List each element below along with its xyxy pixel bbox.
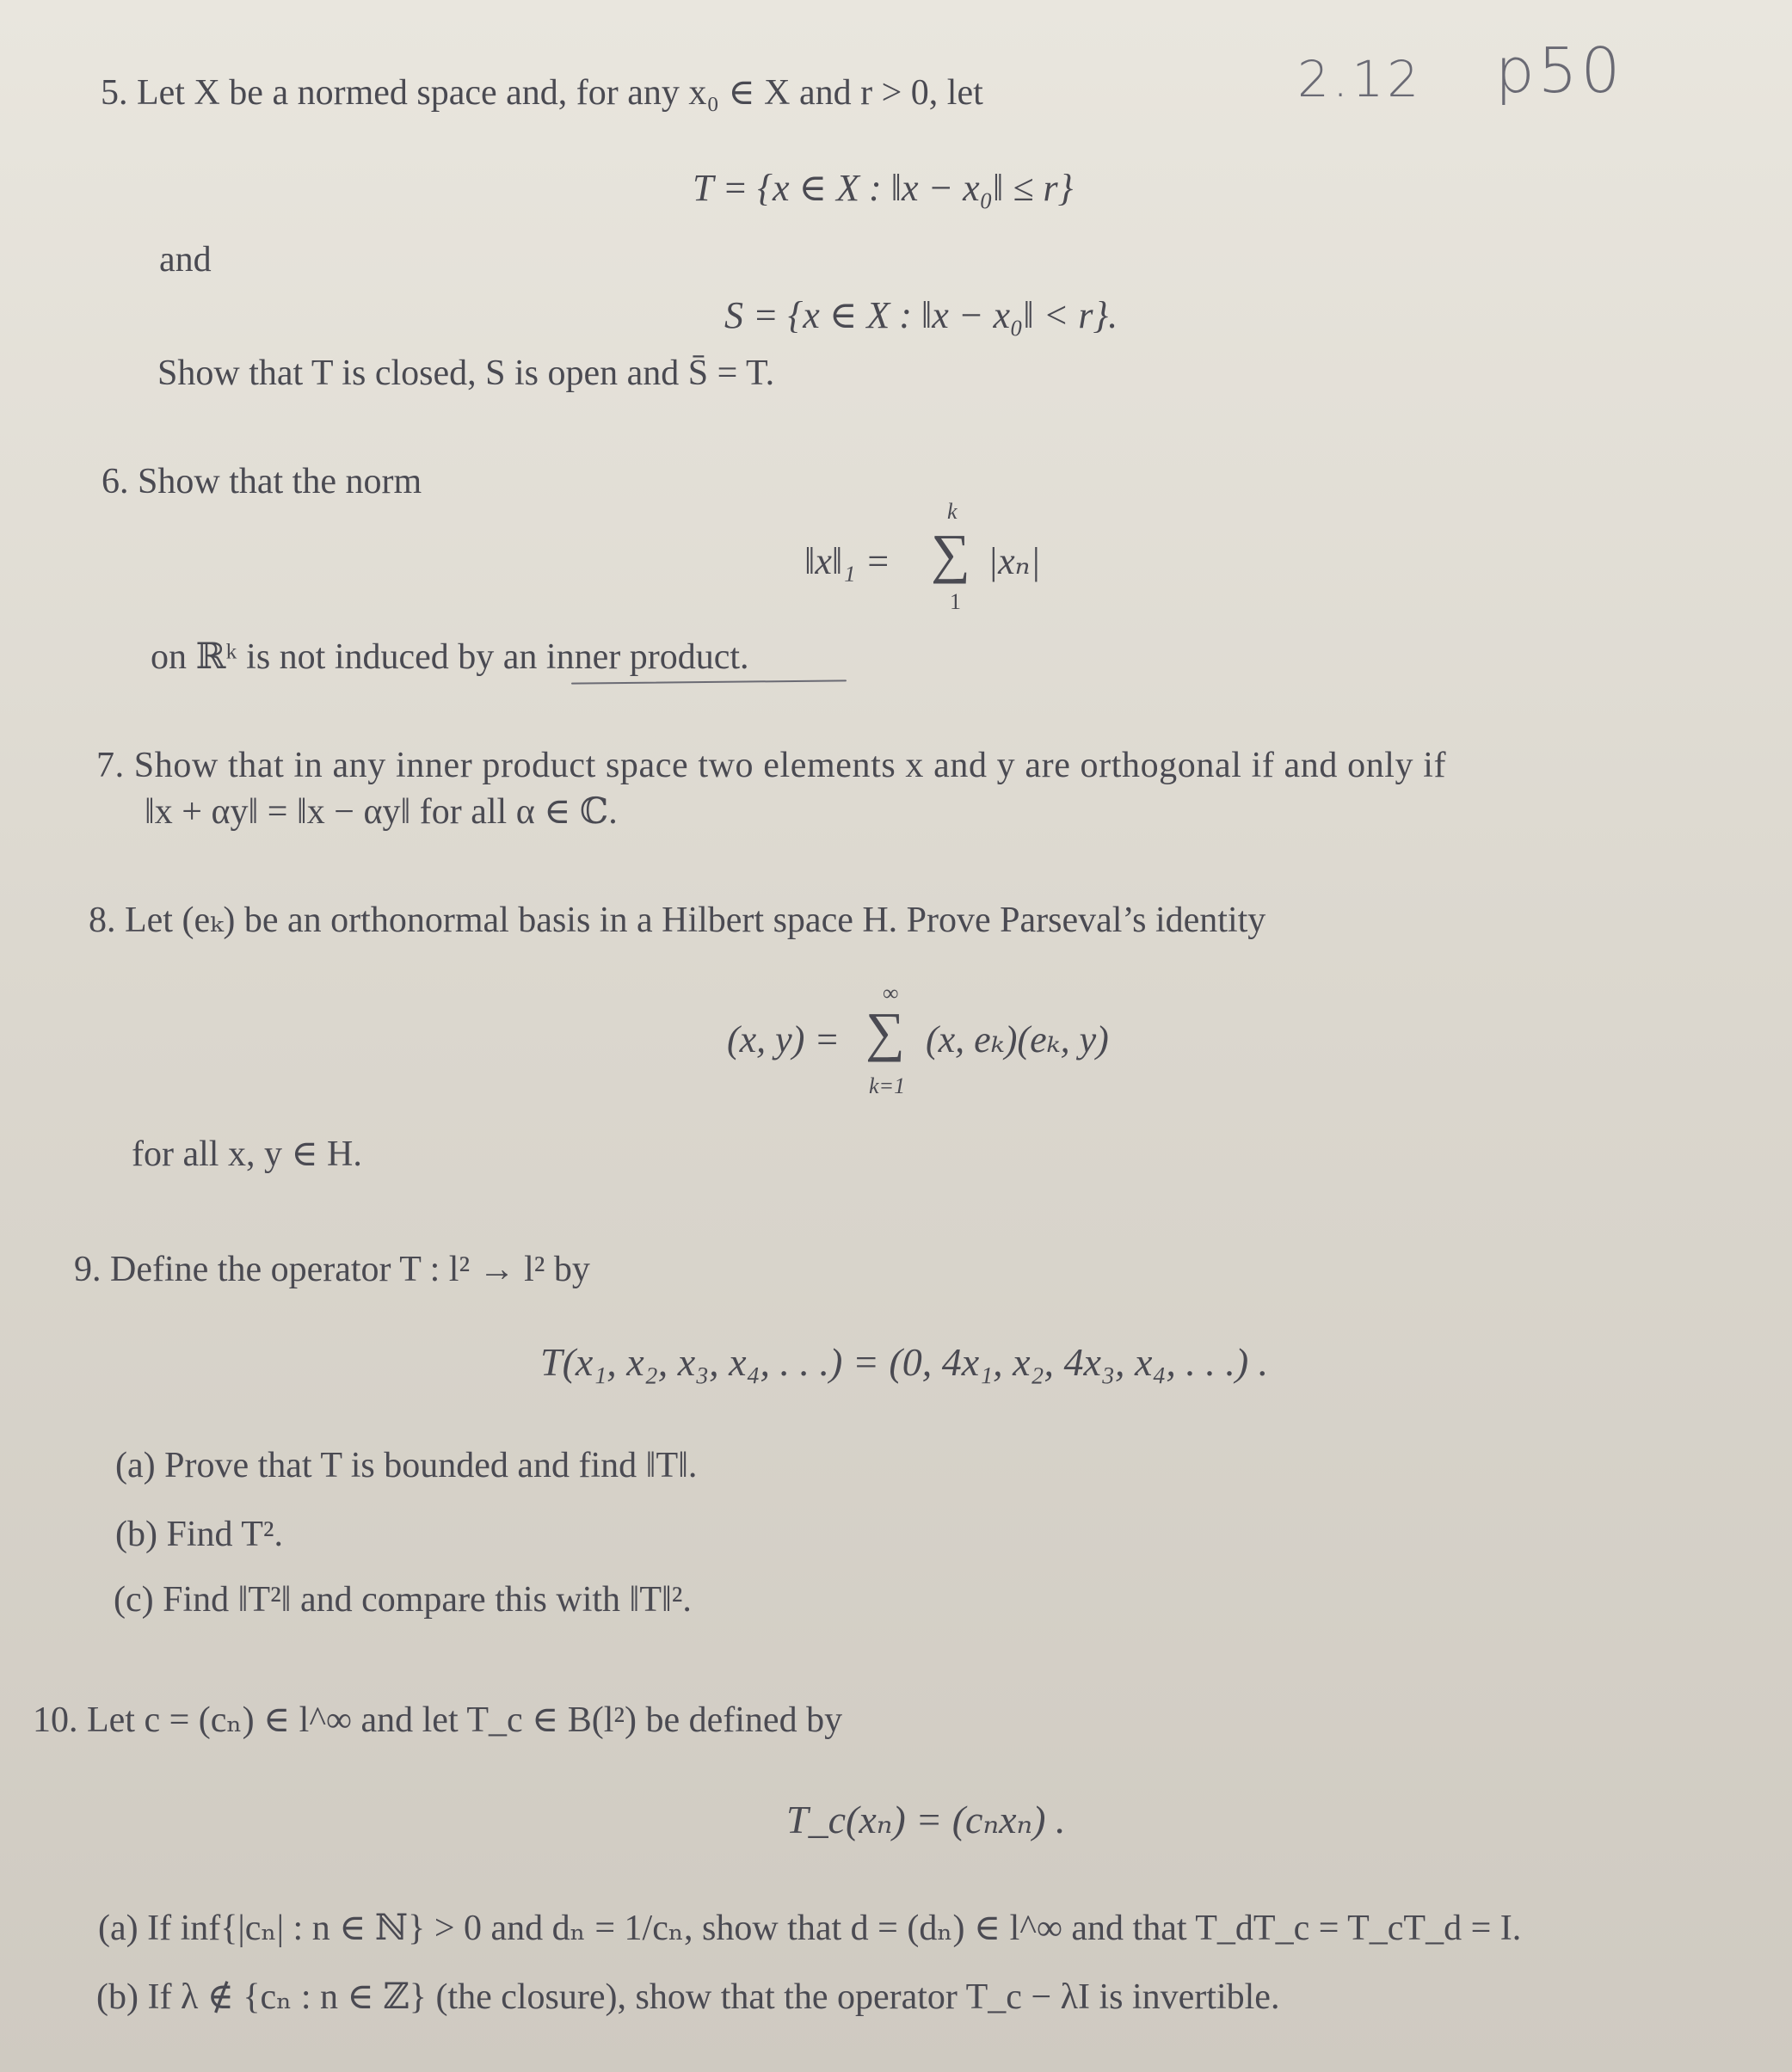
problem-6-sum-lower-limit: 1 [950,589,961,614]
problem-6-intro: 6. Show that the norm [102,462,422,501]
problem-10-intro: 10. Let c = (cₙ) ∈ l^∞ and let T_c ∈ B(l²) be defined by [33,1700,843,1740]
problem-6-outro: on ℝᵏ is not induced by an inner product. [151,637,749,677]
problem-8-outro: for all x, y ∈ H. [132,1134,362,1174]
problem-10-part-b: (b) If λ ∉ {cₙ : n ∈ ℤ} (the closure), show that the operator T_c − λI is invertible. [96,1977,1280,2017]
problem-8-rhs: (x, eₖ)(eₖ, y) [926,1018,1109,1061]
problem-6-rhs: |xₙ| [988,540,1041,582]
problem-5-equation-S: S = {x ∈ X : ‖x − x₀‖ < r}. [724,294,1118,336]
problem-9-part-c: (c) Find ‖T²‖ and compare this with ‖T‖². [114,1580,692,1620]
handwritten-section-note: 2.12 [1297,50,1423,108]
handwritten-page-note: p50 [1495,34,1624,107]
problem-7-line-2: ‖x + αy‖ = ‖x − αy‖ for all α ∈ ℂ. [145,792,618,832]
problem-8-sum-upper-limit: ∞ [883,981,899,1005]
problem-6-sum-symbol: ∑ [931,523,970,584]
problem-8-sum-symbol: ∑ [865,1001,905,1062]
problem-5-intro: 5. Let X be a normed space and, for any x₀ ∈ X and r > 0, let [101,73,983,113]
problem-9-part-b: (b) Find T². [115,1515,283,1554]
problem-8-lhs: (x, y) = [727,1018,841,1061]
problem-9-part-a: (a) Prove that T is bounded and find ‖T‖. [115,1446,698,1485]
problem-9-equation: T(x₁, x₂, x₃, x₄, . . .) = (0, 4x₁, x₂, 4x₃, x₄, . . .) . [540,1340,1269,1384]
problem-5-statement: Show that T is closed, S is open and S̄ = T. [157,354,775,393]
problem-5-and: and [159,240,212,280]
problem-10-equation: T_c(xₙ) = (cₙxₙ) . [786,1798,1066,1841]
problem-8-intro: 8. Let (eₖ) be an orthonormal basis in a Hilbert space H. Prove Parseval’s identity [89,901,1266,940]
pen-underline-inner-product [571,679,847,684]
problem-9-intro: 9. Define the operator T : l² → l² by [74,1250,590,1289]
problem-6-sum-upper-limit: k [947,499,958,524]
problem-10-part-a: (a) If inf{|cₙ| : n ∈ ℕ} > 0 and dₙ = 1/cₙ, show that d = (dₙ) ∈ l^∞ and that T_dT_c = T_cT_d = I. [98,1909,1522,1948]
problem-5-equation-T: T = {x ∈ X : ‖x − x₀‖ ≤ r} [693,167,1074,209]
problem-8-sum-lower-limit: k=1 [869,1073,906,1098]
problem-6-lhs: ‖x‖₁ = [804,540,891,582]
problem-7-line-1: 7. Show that in any inner product space two elements x and y are orthogonal if and only if [96,746,1447,785]
